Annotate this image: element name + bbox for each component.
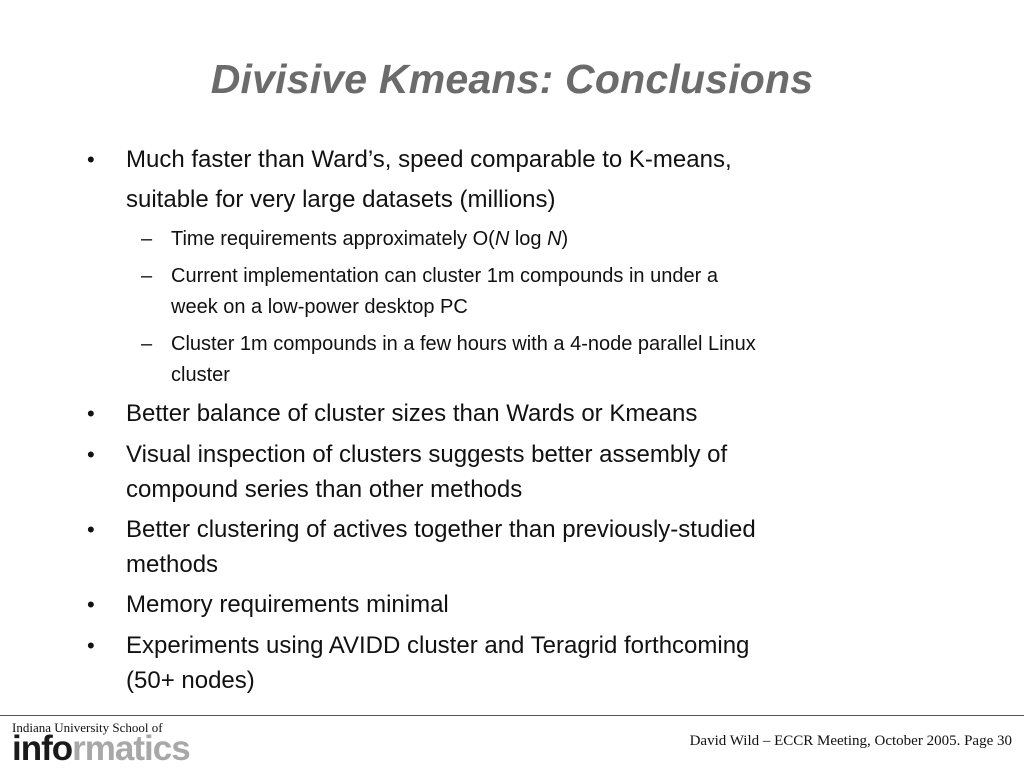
bullet-item: [87, 587, 886, 622]
sub-bullet-marker: –: [141, 265, 153, 287]
bullet-item: [87, 437, 886, 507]
sub-bullet-item: [141, 329, 931, 391]
bullet-item: [87, 628, 886, 698]
logo-school-text: Indiana University School of: [12, 720, 163, 735]
sub-bullet-italic-n: N: [547, 228, 562, 250]
sub-bullet-line: week on a low-power desktop PC: [171, 296, 468, 318]
sub-bullet-item: [141, 261, 931, 323]
bullet-marker: •: [87, 592, 95, 617]
bullet-line: Memory requirements minimal: [126, 591, 449, 618]
bullet-line: Experiments using AVIDD cluster and Teragrid forthcoming: [126, 632, 750, 659]
sub-bullet-line: Current implementation can cluster 1m compounds in under a: [171, 265, 718, 287]
bullet-line: Visual inspection of clusters suggests better assembly of: [126, 441, 728, 468]
sub-bullet-text: log: [509, 228, 548, 250]
bullet-marker: •: [87, 147, 95, 172]
bullet-line: Better balance of cluster sizes than Wards or Kmeans: [126, 400, 698, 427]
sub-bullet-line: cluster: [171, 364, 230, 386]
bullet-marker: •: [87, 401, 95, 426]
bullet-line: compound series than other methods: [126, 476, 523, 503]
bullet-line: (50+ nodes): [126, 667, 255, 694]
slide-title: Divisive Kmeans: Conclusions: [210, 56, 814, 102]
sub-bullet-text: ): [561, 228, 569, 250]
logo-light-part: rmatics: [72, 729, 190, 768]
bullet-marker: •: [87, 517, 95, 542]
sub-bullet-item: [141, 224, 931, 255]
bullet-item: [87, 142, 886, 217]
sub-bullet-line: Cluster 1m compounds in a few hours with a 4-node parallel Linux: [171, 333, 756, 355]
informatics-logo: [12, 729, 190, 768]
bullet-line: Better clustering of actives together than previously-studied: [126, 516, 756, 543]
footer-divider: [0, 715, 1024, 716]
bullet-line: Much faster than Ward’s, speed comparable to K-means,: [126, 146, 732, 173]
bullet-marker: •: [87, 442, 95, 467]
sub-bullet-text: Time requirements approximately O(: [171, 228, 495, 250]
bullet-item: [87, 512, 886, 582]
bullet-item: [87, 396, 886, 431]
logo-dark-part: info: [12, 729, 73, 768]
bullet-marker: •: [87, 633, 95, 658]
sub-bullet-marker: –: [141, 228, 153, 250]
footer-meeting-page: David Wild – ECCR Meeting, October 2005. Page 30: [689, 733, 1012, 749]
bullet-line: methods: [126, 551, 219, 578]
bullet-line: suitable for very large datasets (millions): [126, 186, 556, 213]
sub-bullet-marker: –: [141, 333, 153, 355]
sub-bullet-italic-n: N: [494, 228, 510, 250]
